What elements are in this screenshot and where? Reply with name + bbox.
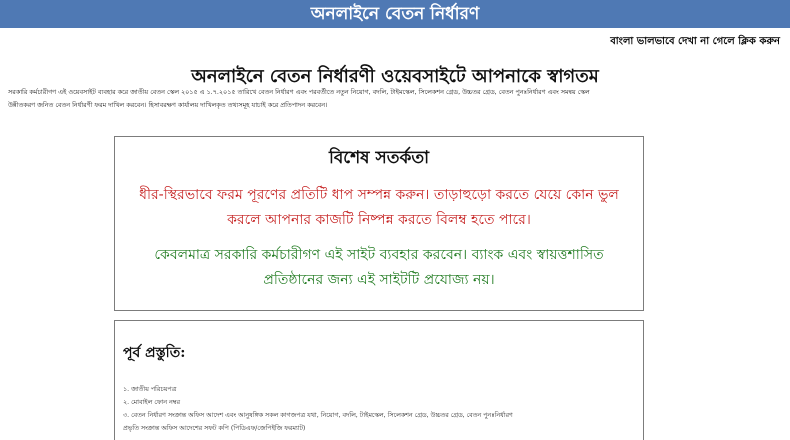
page-title: অনলাইনে বেতন নির্ধারণ xyxy=(310,4,480,24)
list-item: ২. মোবাইল ফোন নম্বর xyxy=(123,399,180,406)
prerequisites-title: পূর্ব প্রস্তুতি: xyxy=(123,345,186,361)
warning-caution-text: ধীর-স্থিরভাবে ফরম পূরণের প্রতিটি ধাপ সম্পন্ন করুন। তাড়াহুড়ো করতে যেয়ে কোন ভুল করলে আপনার কাজটি নিষ্পন্ন করতে বিলম্ব হতে পারে। xyxy=(139,187,619,228)
prerequisites-list xyxy=(123,383,643,435)
intro-line: সরকারি কর্মচারীগণ এই ওয়েবসাইট ব্যবহার করে জাতীয় বেতন স্কেল ২০১৫ এ ১.৭.২০১৫ তারিখে বেতন নির্ধারণ এবং পরবর্তীতে নতুন নিয়োগ, বদলি, টাইমস্কেল, সিলেকশন গ্রেড, উচ্চতর গ্রেড, বেতন পুনঃনির্ধারণ এবং সমন্বয় স্কেল xyxy=(8,88,590,96)
warning-box xyxy=(114,136,644,311)
bangla-display-help-link[interactable]: বাংলা ভালভাবে দেখা না গেলে ক্লিক করুন xyxy=(610,36,780,47)
intro-line: উন্নীতকরণ জনিত বেতন নির্ধারণী ফরম দাখিল করবেন। হিসাবরক্ষণ কার্যালয় দাখিলকৃত তথ্যসমূহ যাচাই করে প্রতিপাদন করবেন। xyxy=(8,101,328,109)
list-item: ৩. বেতন নির্ধারণ সংক্রান্ত অফিস আদেশ এবং আনুষঙ্গিক সকল কাগজপত্র যথা, নিয়োগ, বদলি, টাইমস্কেল, সিলেকশন গ্রেড, উচ্চতর গ্রেড, বেতন পুনঃনির্ধারণ xyxy=(123,412,513,419)
warning-title: বিশেষ সতর্কতা xyxy=(328,148,430,168)
intro-text xyxy=(8,86,778,112)
header-bar xyxy=(0,0,790,28)
warning-eligibility-text: কেবলমাত্র সরকারি কর্মচারীগণ এই সাইট ব্যবহার করবেন। ব্যাংক এবং স্বায়ত্তশাসিত প্রতিষ্ঠানের জন্য এই সাইটটি প্রযোজ্য নয়। xyxy=(154,247,604,288)
welcome-heading: অনলাইনে বেতন নির্ধারণী ওয়েবসাইটে আপনাকে স্বাগতম xyxy=(191,66,599,87)
list-item: ১. জাতীয় পরিচয়পত্র xyxy=(123,386,177,393)
prerequisites-box xyxy=(114,320,644,440)
list-item: প্রভৃতি সংক্রান্ত অফিস আদেশের সফট কপি (পিডিএফ/জেপিইজি ফরম্যাট) xyxy=(123,425,306,432)
